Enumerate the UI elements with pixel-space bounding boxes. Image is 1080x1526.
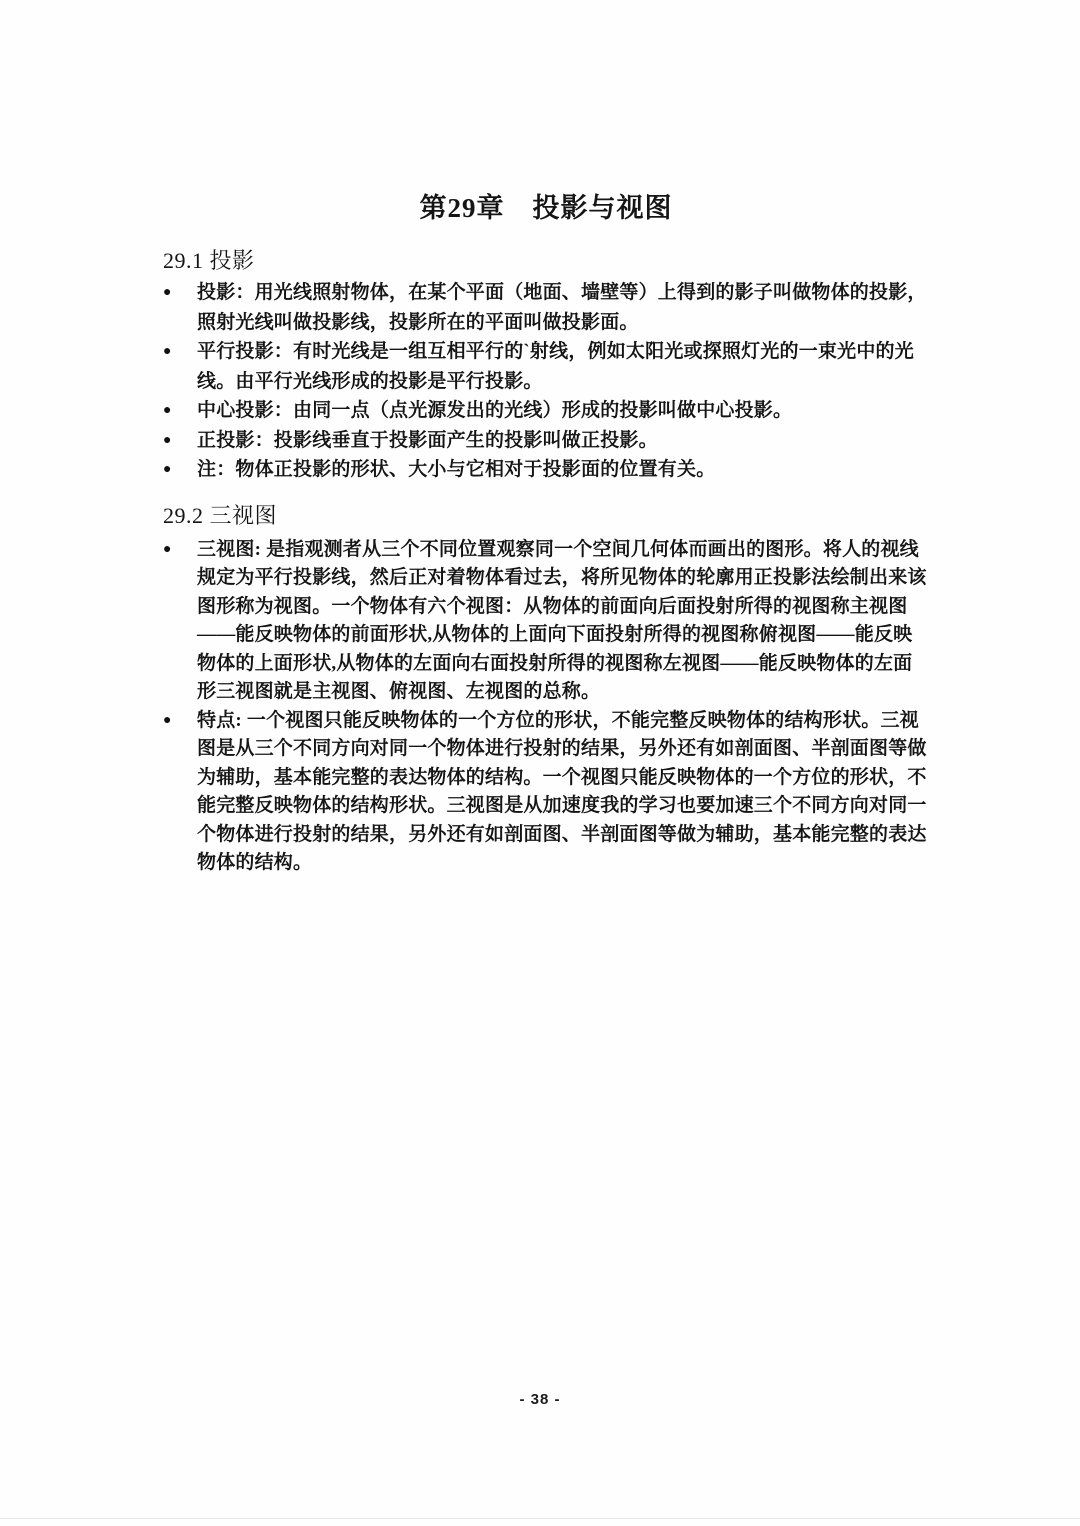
text-line: 照射光线叫做投影线，投影所在的平面叫做投影面。 [197,311,639,333]
text-line: 线。由平行光线形成的投影是平行投影。 [197,370,543,392]
bullet-icon: ● [163,712,172,728]
section-heading-29-2: 29.2 三视图 [163,502,278,528]
text-line: 平行投影：有时光线是一组互相平行的`射线，例如太阳光或探照灯光的一束光中的光 [197,341,914,362]
bullet-item [163,536,929,707]
bullet-icon: ● [163,344,172,359]
bullet-item [163,337,929,396]
bullet-item [163,278,929,337]
bullet-item [163,426,929,456]
section-projection [163,246,929,485]
bullet-item [163,707,929,878]
text-line: 规定为平行投影线，然后正对着物体看过去，将所见物体的轮廓用正投影法绘制出来该 [197,567,927,588]
text-line: 投影：用光线照射物体，在某个平面（地面、墙壁等）上得到的影子叫做物体的投影， [197,282,927,303]
bullet-icon: ● [163,432,172,448]
text-line: 为辅助，基本能完整的表达物体的结构。一个视图只能反映物体的一个方位的形状，不 [197,766,927,788]
text-line: 个物体进行投射的结果，另外还有如剖面图、半剖面图等做为辅助，基本能完整的表达 [197,823,927,845]
text-line: 形三视图就是主视图、俯视图、左视图的总称。 [197,681,601,702]
page-number: - 38 - [519,1391,561,1408]
section-three-views [163,501,929,878]
bullet-icon: ● [163,541,172,557]
section-heading-29-1: 29.1 投影 [163,248,255,273]
bullet-item [163,396,929,426]
text-line: 图形称为视图。一个物体有六个视图：从物体的前面向后面投射所得的视图称主视图 [197,595,908,617]
text-line: ——能反映物体的前面形状,从物体的上面向下面投射所得的视图称俯视图——能反映 [197,624,913,645]
text-line: 正投影：投影线垂直于投影面产生的投影叫做正投影。 [197,429,658,451]
text-line: 中心投影：由同一点（点光源发出的光线）形成的投影叫做中心投影。 [197,400,793,421]
bullet-text [197,278,929,337]
bullet-text [197,707,929,878]
bullet-text [197,396,929,426]
text-line: 特点: 一个视图只能反映物体的一个方位的形状，不能完整反映物体的结构形状。三视 [197,709,919,731]
text-line: 三视图: 是指观测者从三个不同位置观察同一个空间几何体而画出的图形。将人的视线 [197,538,919,560]
text-line: 物体的上面形状,从物体的左面向右面投射所得的视图称左视图——能反映物体的左面 [197,652,913,674]
page-content [163,190,929,878]
bullet-text [197,455,929,485]
text-line: 注：物体正投影的形状、大小与它相对于投影面的位置有关。 [197,459,716,480]
chapter-title: 第29章 投影与视图 [419,193,673,223]
text-line: 物体的结构。 [197,852,313,873]
text-line: 图是从三个不同方向对同一个物体进行投射的结果，另外还有如剖面图、半剖面图等做 [197,738,927,759]
bullet-icon: ● [163,285,172,300]
bullet-item [163,455,929,485]
bullet-text [197,337,929,396]
page-bottom-edge [0,1518,1080,1519]
bullet-icon: ● [163,462,172,477]
bullet-text [197,426,929,456]
text-line: 能完整反映物体的结构形状。三视图是从加速度我的学习也要加速三个不同方向对同一 [197,795,927,816]
bullet-text [197,536,929,707]
page-footer [0,1391,1080,1409]
bullet-list-29-1 [163,278,929,485]
bullet-icon: ● [163,403,172,418]
bullet-list-29-2 [163,536,929,878]
